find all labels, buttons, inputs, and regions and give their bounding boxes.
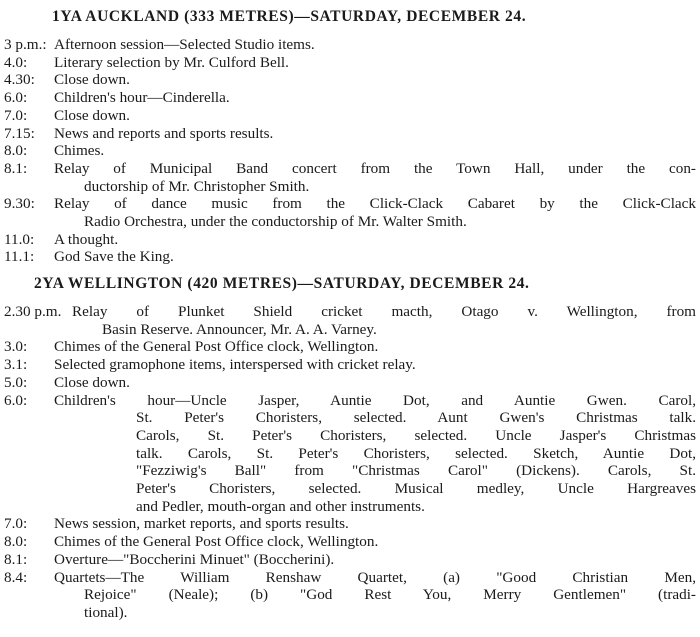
entry-text-continued: "Fezziwig's Ball" from "Christmas Carol" (Dickens). Carols, St. <box>136 462 696 480</box>
entry-time: 4.0: <box>4 53 28 71</box>
entry-time: 3.0: <box>4 338 28 356</box>
entry-text: Close down. <box>54 71 130 89</box>
entry-time: 5.0: <box>4 373 28 391</box>
entry-text: A thought. <box>54 230 119 248</box>
entry-time: 7.0: <box>4 515 28 533</box>
programme-entry <box>4 356 696 374</box>
programme-entry <box>4 248 696 266</box>
programme-entry <box>4 142 696 160</box>
entry-text: Selected gramophone items, interspersed with cricket relay. <box>54 356 416 374</box>
entry-time: 8.4: <box>4 568 28 586</box>
entry-text-continued: tional). <box>84 603 128 621</box>
entry-text: Close down. <box>54 106 130 124</box>
entry-text: Relay of Plunket Shield cricket macth, Otago v. Wellington, from <box>72 303 696 320</box>
entry-text: Close down. <box>54 373 130 391</box>
programme-entry <box>4 338 696 356</box>
entry-time: 7.15: <box>4 124 35 142</box>
entry-text: Chimes of the General Post Office clock, Wellington. <box>54 533 379 551</box>
programme-entry <box>4 303 696 338</box>
programme-entry <box>4 374 696 392</box>
entry-time: 11.1: <box>4 248 35 266</box>
entry-text: Quartets—The William Renshaw Quartet, (a) "Good Christian Men, <box>54 568 696 586</box>
entry-time: 9.30: <box>4 195 35 213</box>
entry-text: Chimes of the General Post Office clock, Wellington. <box>54 338 379 356</box>
programme-entry <box>4 89 696 107</box>
entry-text: Chimes. <box>54 142 105 160</box>
entry-time: 8.0: <box>4 533 28 551</box>
section-heading-auckland: 1YA AUCKLAND (333 METRES)—SATURDAY, DECEMBER 24. <box>52 8 527 25</box>
programme-entry <box>4 533 696 551</box>
entry-time: 6.0: <box>4 89 28 107</box>
programme-entry <box>4 195 696 230</box>
programme-entry <box>4 54 696 72</box>
programme-list-wellington <box>4 303 696 622</box>
entry-time: 3 p.m.: <box>4 36 47 53</box>
entry-time: 11.0: <box>4 230 35 248</box>
entry-text: News and reports and sports results. <box>54 124 274 142</box>
entry-time: 2.30 p.m. <box>4 303 62 320</box>
entry-text: Children's hour—Uncle Jasper, Auntie Dot, and Auntie Gwen. Carol, <box>54 391 696 409</box>
programme-list-auckland <box>4 36 696 266</box>
entry-time: 7.0: <box>4 106 28 124</box>
programme-entry <box>4 231 696 249</box>
entry-text: Afternoon session—Selected Studio items. <box>54 36 315 53</box>
entry-time: 4.30: <box>4 71 35 89</box>
entry-text: Literary selection by Mr. Culford Bell. <box>54 53 289 71</box>
programme-entry <box>4 107 696 125</box>
programme-entry <box>4 71 696 89</box>
programme-entry <box>4 392 696 516</box>
entry-text: Relay of dance music from the Click-Clack Cabaret by the Click-Clack <box>54 195 696 213</box>
entry-text-continued: Peter's Choristers, selected. Musical medley, Uncle Hargreaves <box>136 480 696 498</box>
programme-entry <box>4 515 696 533</box>
entry-time: 8.1: <box>4 159 28 177</box>
entry-text: Children's hour—Cinderella. <box>54 89 230 107</box>
entry-text-continued: ductorship of Mr. Christopher Smith. <box>84 177 310 195</box>
section-heading-wellington: 2YA WELLINGTON (420 METRES)—SATURDAY, DECEMBER 24. <box>34 275 530 292</box>
programme-entry <box>4 551 696 569</box>
entry-text: News session, market reports, and sports results. <box>54 515 349 533</box>
entry-text-continued: Rejoice" (Neale); (b) "God Rest You, Merry Gentlemen" (tradi- <box>84 586 696 604</box>
programme-entry <box>4 160 696 195</box>
programme-entry <box>4 569 696 622</box>
programme-entry <box>4 36 696 54</box>
entry-text: Overture—"Boccherini Minuet" (Boccherini). <box>54 550 335 568</box>
programme-entry <box>4 125 696 143</box>
entry-text-continued: Carols, St. Peter's Choristers, selected. Uncle Jasper's Christmas <box>136 426 696 444</box>
entry-text-continued: St. Peter's Choristers, selected. Aunt Gwen's Christmas talk. <box>136 409 696 427</box>
entry-time: 8.1: <box>4 550 28 568</box>
entry-text: Relay of Municipal Band concert from the Town Hall, under the con- <box>54 159 696 177</box>
entry-text-continued: Radio Orchestra, under the conductorship of Mr. Walter Smith. <box>84 213 467 231</box>
entry-time: 6.0: <box>4 391 28 409</box>
entry-time: 3.1: <box>4 356 28 374</box>
entry-text-continued: and Pedler, mouth-organ and other instruments. <box>136 497 425 515</box>
entry-text: God Save the King. <box>54 248 174 266</box>
entry-text-continued: talk. Carols, St. Peter's Choristers, selected. Sketch, Auntie Dot, <box>136 444 696 462</box>
entry-text-continued: Basin Reserve. Announcer, Mr. A. A. Varney. <box>102 320 377 338</box>
entry-time: 8.0: <box>4 142 28 160</box>
